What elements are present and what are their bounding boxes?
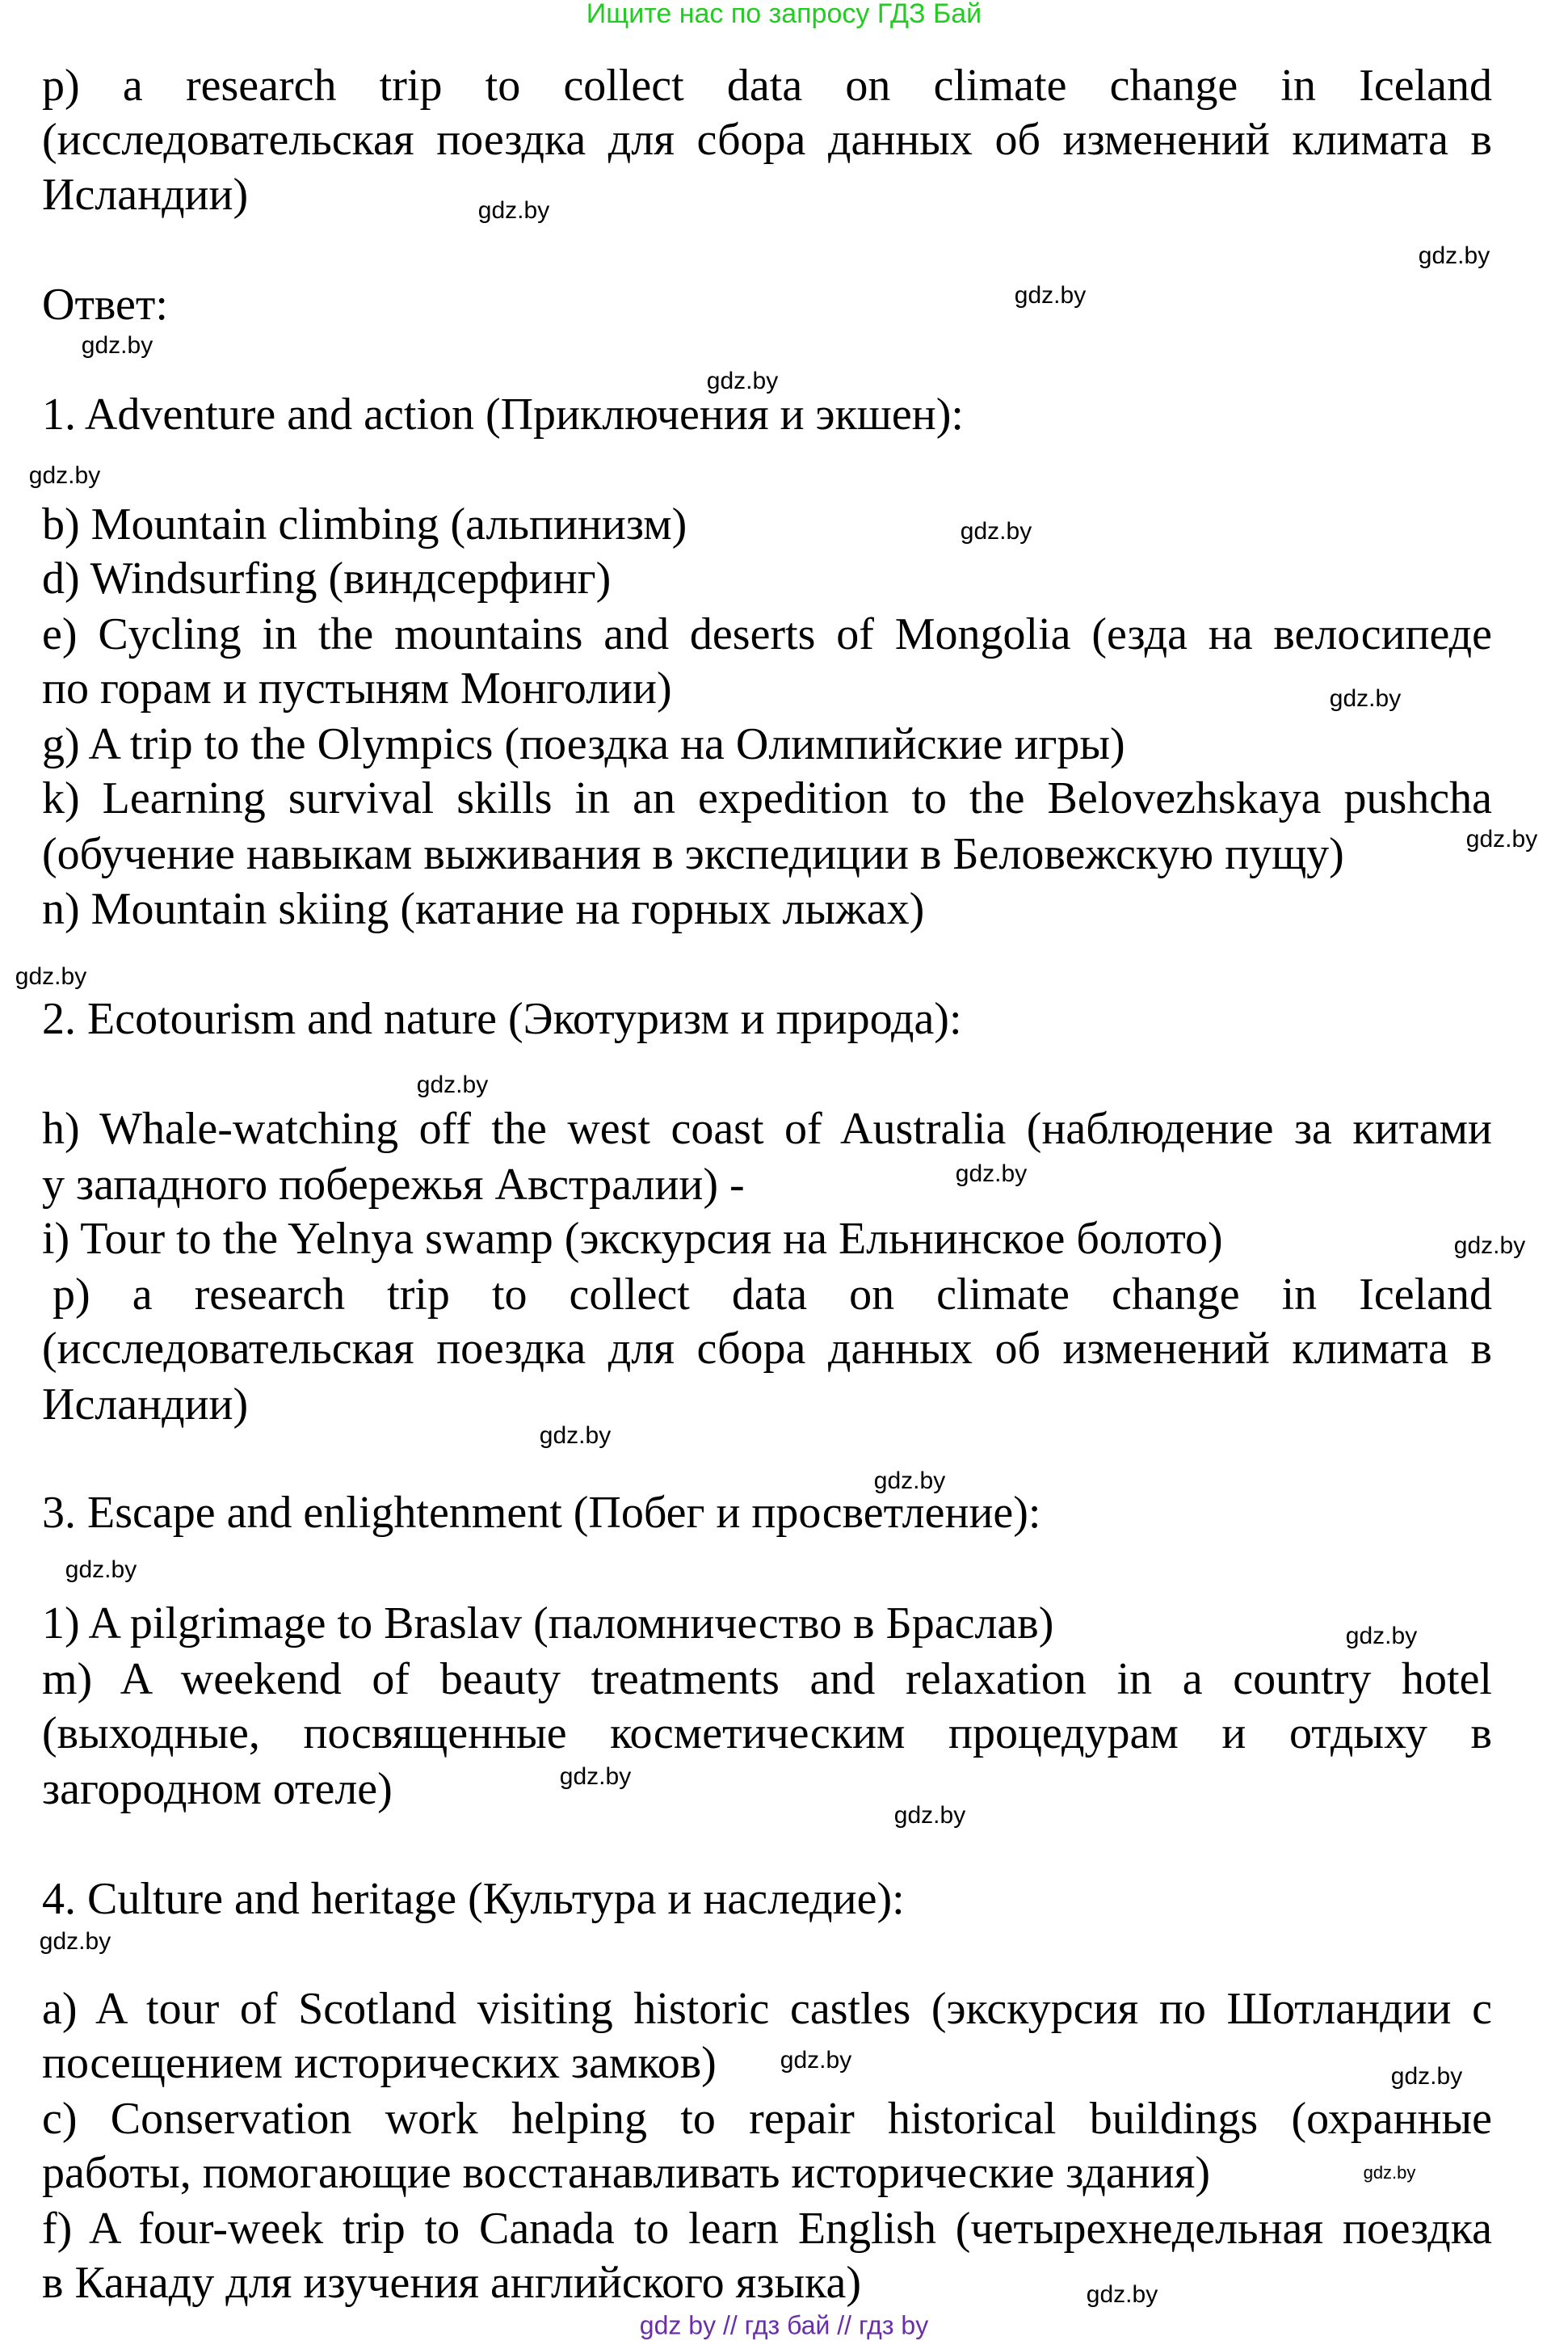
watermark: gdz.by <box>416 1072 489 1098</box>
list-item: h) Whale-watching off the west coast of Australia (наблюдение за китами <box>42 1104 1492 1154</box>
category-title: 2. Ecotourism and nature (Экотуризм и природа): <box>42 994 962 1044</box>
list-item: d) Windsurfing (виндсерфинг) <box>42 554 612 604</box>
list-item: (выходные, посвященные косметическим процедурам и отдыху в <box>42 1708 1492 1758</box>
watermark: gdz.by <box>1014 282 1087 309</box>
list-item: посещением исторических замков) <box>42 2038 717 2088</box>
watermark: gdz.by <box>15 963 87 990</box>
list-item: c) Conservation work helping to repair historical buildings (охранные <box>42 2094 1492 2144</box>
list-item: b) Mountain climbing (альпинизм) <box>42 499 687 549</box>
watermark: gdz.by <box>955 1160 1028 1187</box>
list-item: k) Learning survival skills in an expedition to the Belovezhskaya pushcha <box>42 773 1492 823</box>
list-item: m) A weekend of beauty treatments and relaxation in a country hotel <box>42 1654 1492 1704</box>
question-line: Исландии) <box>42 170 249 220</box>
list-item: в Канаду для изучения английского языка) <box>42 2258 862 2308</box>
list-item: i) Tour to the Yelnya swamp (экскурсия на Ельнинское болото) <box>42 1214 1223 1264</box>
list-item: загородном отеле) <box>42 1764 393 1814</box>
list-item: p) a research trip to collect data on climate change in Iceland <box>53 1269 1492 1320</box>
watermark: gdz.by <box>960 518 1032 545</box>
list-item: работы, помогающие восстанавливать исторические здания) <box>42 2148 1211 2198</box>
watermark: gdz.by <box>559 1763 632 1790</box>
watermark: gdz.by <box>1345 1623 1418 1649</box>
list-item: g) A trip to the Olympics (поездка на Олимпийские игры) <box>42 719 1125 769</box>
watermark: gdz.by <box>1086 2281 1158 2308</box>
list-item: f) A four-week trip to Canada to learn English (четырехнедельная поездка <box>42 2204 1492 2254</box>
category-title: 4. Culture and heritage (Культура и наследие): <box>42 1874 905 1924</box>
category-title: 3. Escape and enlightenment (Побег и просветление): <box>42 1488 1041 1538</box>
watermark: gdz.by <box>39 1928 111 1955</box>
watermark: gdz.by <box>65 1556 137 1583</box>
watermark: gdz.by <box>1363 2162 1416 2183</box>
watermark: gdz.by <box>477 197 550 224</box>
watermark: gdz.by <box>1453 1232 1526 1259</box>
list-item: (исследовательская поездка для сбора данных об изменений климата в <box>42 1324 1492 1374</box>
watermark: gdz.by <box>1418 242 1490 269</box>
answer-label: Ответ: <box>42 280 168 330</box>
list-item: 1) A pilgrimage to Braslav (паломничество в Браслав) <box>42 1598 1054 1648</box>
watermark: gdz.by <box>893 1802 966 1829</box>
list-item: у западного побережья Австралии) - <box>42 1160 745 1210</box>
watermark: gdz.by <box>706 368 779 394</box>
list-item: e) Cycling in the mountains and deserts of Mongolia (езда на велосипеде <box>42 609 1492 659</box>
watermark: gdz.by <box>873 1467 946 1494</box>
watermark: gdz.by <box>28 462 101 489</box>
watermark: gdz.by <box>1465 826 1538 853</box>
search-banner: Ищите нас по запросу ГДЗ Бай <box>586 0 982 29</box>
watermark: gdz.by <box>81 332 153 359</box>
watermark: gdz.by <box>539 1422 612 1449</box>
footer-links: gdz by // гдз бай // гдз by <box>639 2310 929 2340</box>
question-line: (исследовательская поездка для сбора данных об изменений климата в <box>42 115 1492 165</box>
watermark: gdz.by <box>780 2047 852 2074</box>
list-item: n) Mountain skiing (катание на горных лыжах) <box>42 884 925 934</box>
list-item: a) A tour of Scotland visiting historic castles (экскурсия по Шотландии с <box>42 1984 1492 2034</box>
watermark: gdz.by <box>1390 2063 1463 2090</box>
list-item: Исландии) <box>42 1379 249 1429</box>
question-line: p) a research trip to collect data on climate change in Iceland <box>42 61 1492 111</box>
category-title: 1. Adventure and action (Приключения и экшен): <box>42 389 964 440</box>
list-item: (обучение навыкам выживания в экспедиции в Беловежскую пущу) <box>42 829 1344 879</box>
list-item: по горам и пустыням Монголии) <box>42 663 672 714</box>
watermark: gdz.by <box>1329 685 1402 712</box>
